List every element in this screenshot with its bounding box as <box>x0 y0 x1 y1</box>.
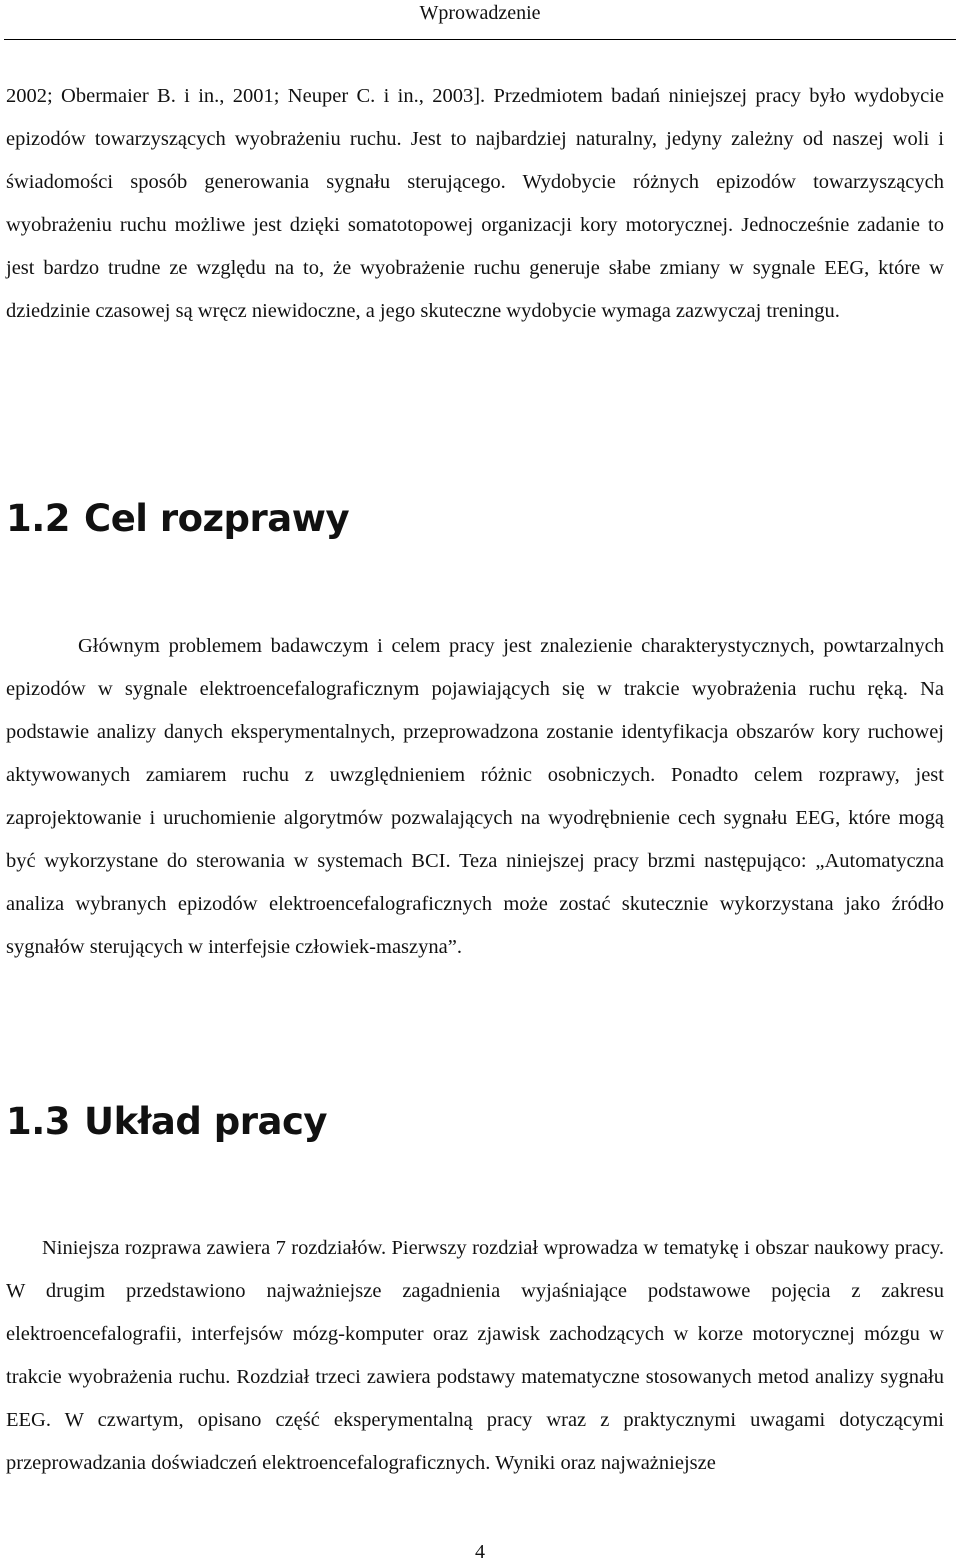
section-number: 1.2 <box>6 497 71 540</box>
section-number: 1.3 <box>6 1100 71 1143</box>
section-title: Układ pracy <box>84 1100 328 1143</box>
paragraph-intro-continuation: 2002; Obermaier B. i in., 2001; Neuper C. i in., 2003]. Przedmiotem badań niniejszej pracy było wydobycie epizodów towarzyszących wyobrażeniu ruchu. Jest to najbardziej naturalny, jedyny zależny od naszej woli i świadomości sposób generowania sygnału sterującego. Wydobycie różnych epizodów towarzyszących wyobrażeniu ruchu możliwe jest dzięki somatotopowej organizacji kory motorycznej. Jednocześnie zadanie to jest bardzo trudne ze względu na to, że wyobrażenie ruchu generuje słabe zmiany w sygnale EEG, które w dziedzinie czasowej są wręcz niewidoczne, a jego skuteczne wydobycie wymaga zazwyczaj treningu. <box>6 85 944 322</box>
section-heading-cel-rozprawy <box>6 496 349 542</box>
section-title: Cel rozprawy <box>84 497 350 540</box>
header-divider <box>4 39 956 40</box>
running-header: Wprowadzenie <box>419 2 541 24</box>
paragraph-uklad-pracy: Niniejsza rozprawa zawiera 7 rozdziałów. Pierwszy rozdział wprowadza w tematykę i obszar naukowy pracy. W drugim przedstawiono najważniejsze zagadnienia wyjaśniające podstawowe pojęcia z zakresu elektroencefalografii, interfejsów mózg-komputer oraz zjawisk zachodzących w korze motorycznej mózgu w trakcie wyobrażenia ruchu. Rozdział trzeci zawiera podstawy matematyczne stosowanych metod analizy sygnału EEG. W czwartym, opisano część eksperymentalną pracy wraz z praktycznymi uwagami dotyczącymi przeprowadzania doświadczeń elektroencefalograficznych. Wyniki oraz najważniejsze <box>6 1237 944 1474</box>
page-number: 4 <box>475 1541 485 1563</box>
paragraph-cel-rozprawy: Głównym problemem badawczym i celem pracy jest znalezienie charakterystycznych, powtarzalnych epizodów w sygnale elektroencefalograficznym pojawiających się w trakcie wyobrażenia ruchu ręką. Na podstawie analizy danych eksperymentalnych, przeprowadzona zostanie identyfikacja obszarów kory ruchowej aktywowanych zamiarem ruchu z uwzględnieniem różnic osobniczych. Ponadto celem rozprawy, jest zaprojektowanie i uruchomienie algorytmów pozwalających na wyodrębnienie cech sygnału EEG, które mogą być wykorzystane do sterowania w systemach BCI. Teza niniejszej pracy brzmi następująco: „Automatyczna analiza wybranych epizodów elektroencefalograficznych może zostać skutecznie wykorzystana jako źródło sygnałów sterujących w interfejsie człowiek-maszyna”. <box>6 635 944 958</box>
section-heading-uklad-pracy <box>6 1099 327 1145</box>
